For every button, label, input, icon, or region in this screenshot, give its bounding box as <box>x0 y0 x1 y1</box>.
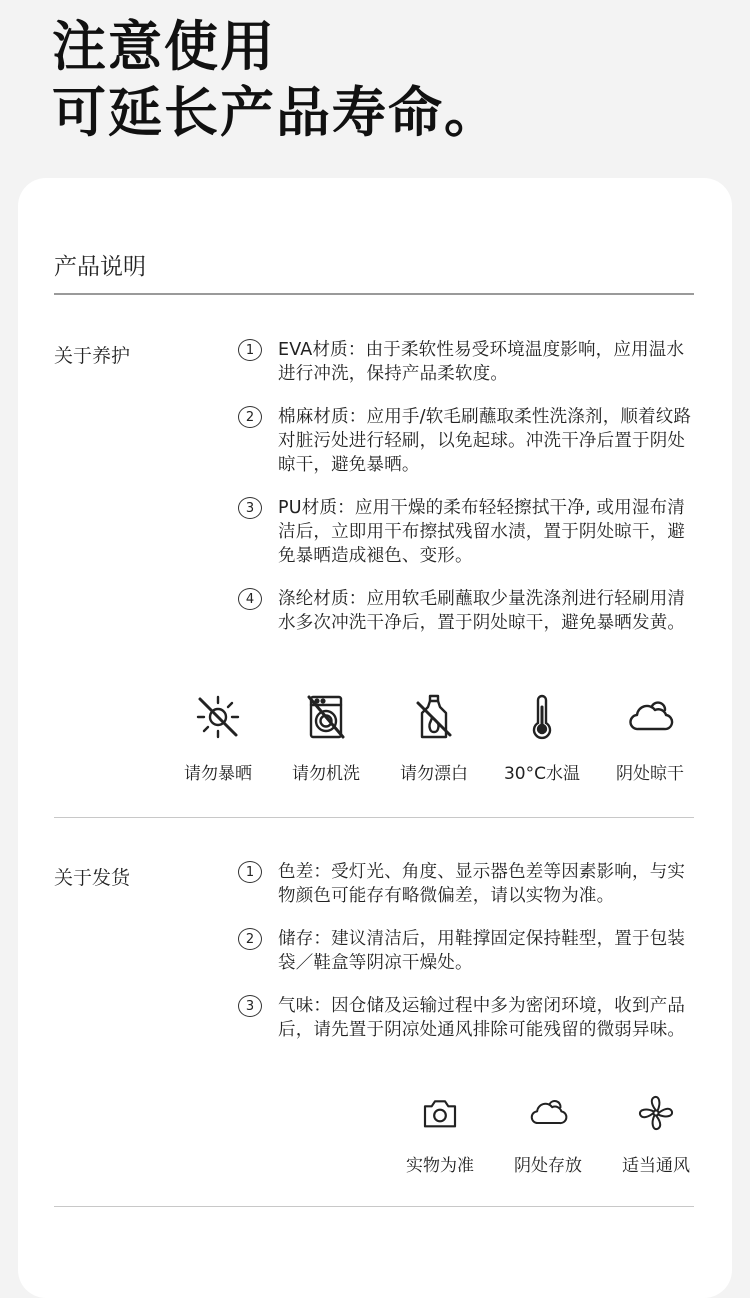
item-text: 棉麻材质：应用手/软毛刷蘸取柔性洗涤剂，顺着纹路对脏污处进行轻刷，以免起球。冲洗干净后置于阴处晾干，避免暴晒。 <box>278 407 692 475</box>
item-text: PU材质：应用干燥的柔布轻轻擦拭干净, 或用湿布清洁后，立即用干布擦拭残留水渍，置于阴处晾干，避免暴晒造成褪色、变形。 <box>278 498 686 566</box>
icon-label: 请勿暴晒 <box>184 764 252 784</box>
title-divider <box>54 293 694 295</box>
item-number: 3 <box>238 497 262 519</box>
care-item <box>238 496 698 568</box>
item-text: 储存：建议清洁后，用鞋撑固定保持鞋型，置于包装袋／鞋盒等阴凉干燥处。 <box>278 929 686 973</box>
fan-icon <box>636 1093 676 1133</box>
section-divider <box>54 817 694 818</box>
item-text: 气味：因仓储及运输过程中多为密闭环境，收到产品后，请先置于阴凉处通风排除可能残留的微弱异味。 <box>278 996 686 1040</box>
shipping-item <box>238 927 698 975</box>
shipping-list <box>238 860 698 1061</box>
item-number: 2 <box>238 406 262 428</box>
care-icon-row <box>164 693 704 784</box>
shipping-icon-cell <box>386 1093 494 1176</box>
care-icon-cell <box>596 693 704 784</box>
cloud-icon <box>626 693 674 741</box>
item-text: 色差：受灯光、角度、显示器色差等因素影响，与实物颜色可能存有略微偏差，请以实物为准。 <box>278 862 686 906</box>
care-icon-cell <box>488 693 596 784</box>
icon-label: 30°C水温 <box>503 764 580 784</box>
care-item <box>238 405 698 477</box>
care-item <box>238 338 698 386</box>
no-bleach-icon <box>410 693 458 741</box>
care-icon-cell <box>380 693 488 784</box>
no-machine-wash-icon <box>302 693 350 741</box>
bottom-divider <box>54 1206 694 1207</box>
shipping-icon-row <box>386 1093 710 1176</box>
item-text: EVA材质：由于柔软性易受环境温度影响，应用温水进行冲洗，保持产品柔软度。 <box>278 340 685 384</box>
shipping-icon-cell <box>602 1093 710 1176</box>
care-list <box>238 338 698 654</box>
icon-label: 实物为准 <box>406 1156 474 1176</box>
thermometer-icon <box>518 693 566 741</box>
camera-icon <box>420 1093 460 1133</box>
icon-label: 请勿机洗 <box>292 764 360 784</box>
info-card <box>18 178 732 1298</box>
cloud-icon <box>524 1093 572 1133</box>
care-icon-cell <box>164 693 272 784</box>
shipping-item <box>238 860 698 908</box>
item-number: 2 <box>238 928 262 950</box>
no-sun-icon <box>194 693 242 741</box>
headline-line-2: 可延长产品寿命。 <box>52 81 500 144</box>
item-number: 1 <box>238 861 262 883</box>
shipping-icon-cell <box>494 1093 602 1176</box>
item-number: 3 <box>238 995 262 1017</box>
headline-line-1: 注意使用 <box>52 15 276 78</box>
care-icon-cell <box>272 693 380 784</box>
icon-label: 阴处存放 <box>514 1156 582 1176</box>
shipping-item <box>238 994 698 1042</box>
section-title: 产品说明 <box>54 254 146 280</box>
headline <box>52 14 500 146</box>
item-number: 4 <box>238 588 262 610</box>
shipping-label: 关于发货 <box>54 867 131 889</box>
icon-label: 阴处晾干 <box>616 764 684 784</box>
care-item <box>238 587 698 635</box>
item-text: 涤纶材质：应用软毛刷蘸取少量洗涤剂进行轻刷用清水多次冲洗干净后，置于阴处晾干，避免暴晒发黄。 <box>278 589 686 633</box>
icon-label: 适当通风 <box>622 1156 690 1176</box>
item-number: 1 <box>238 339 262 361</box>
care-label: 关于养护 <box>54 345 131 367</box>
icon-label: 请勿漂白 <box>400 764 468 784</box>
